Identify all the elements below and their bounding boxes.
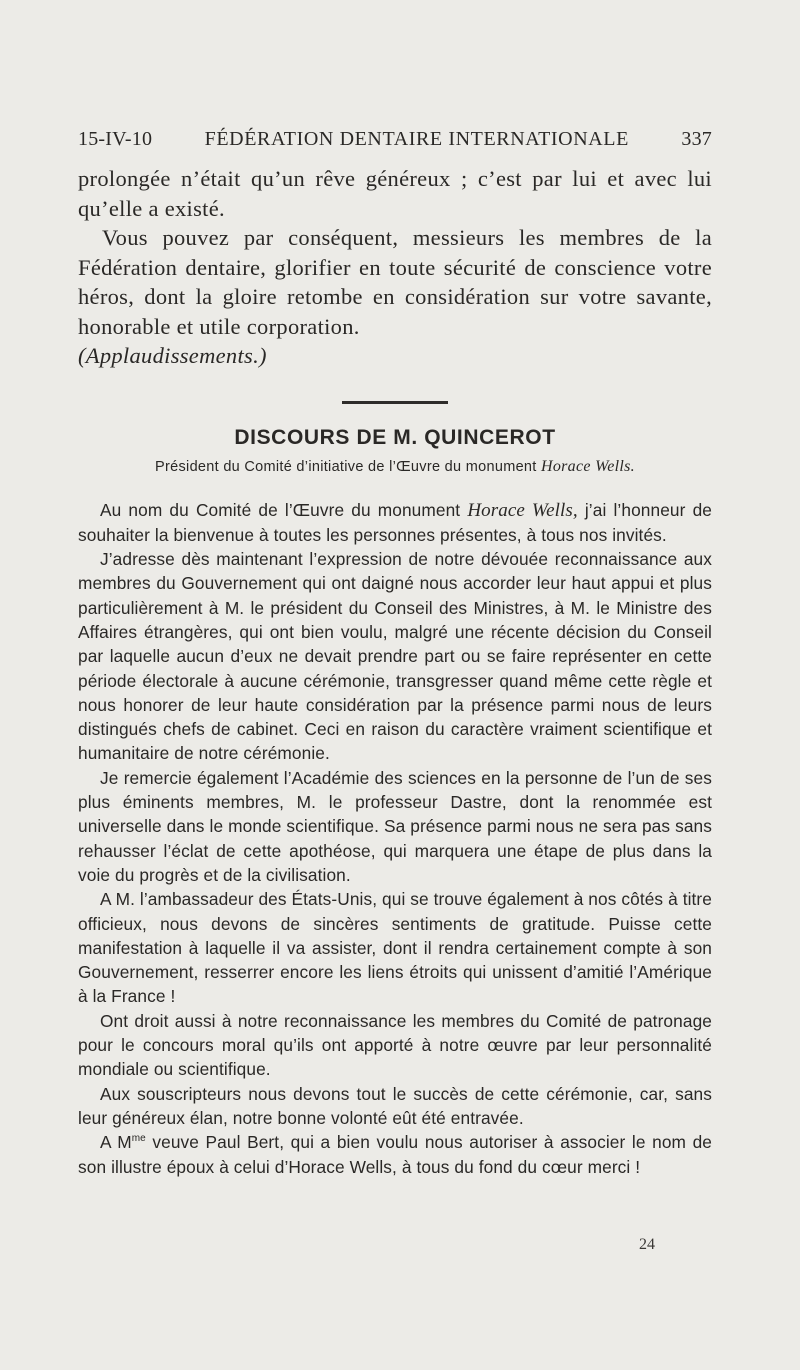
- speech-paragraph-text: A M: [100, 1132, 132, 1153]
- speech-subtitle: [78, 458, 712, 476]
- running-head-title: FÉDÉRATION DENTAIRE INTERNATIONALE: [204, 128, 629, 150]
- previous-speech-paragraph: prolongée n’était qu’un rêve généreux ; c’est par lui et avec lui qu’elle a existé.: [78, 166, 712, 221]
- superscript-abbreviation: me: [131, 1133, 146, 1145]
- section-divider: [342, 401, 448, 404]
- speech-paragraph: Je remercie également l’Académie des sciences en la personne de l’un de ses plus éminents membres, M. le professeur Dastre, dont la renommée est universelle dans le monde scientifique. Sa présence parmi nous ne sera pas sans rehausser l’éclat de cette apothéose, qui marquera une étape de plus dans la voie du progrès et de la civilisation.: [78, 767, 712, 885]
- document-page: [78, 128, 712, 1179]
- previous-speech-ending: [78, 164, 712, 371]
- speech-paragraph-italic: Horace Wells,: [467, 499, 578, 521]
- speech-paragraph: A M. l’ambassadeur des États-Unis, qui se trouve également à nos côtés à titre officieux, nous devons de sincères sentiments de gratitude. Puisse cette manifestation à laquelle il va assister, dont il rendra certainement compte à son Gouvernement, resserrer encore les liens étroits qui unissent d’amitié l’Amérique à la France !: [78, 889, 712, 1007]
- speech-paragraph: [78, 498, 712, 548]
- speech-paragraph: Ont droit aussi à notre reconnaissance les membres du Comité de patronage pour le concours moral qu’ils ont apporté à notre œuvre par leur personnalité mondiale ou scientifique.: [78, 1010, 712, 1080]
- speech-paragraph: J’adresse dès maintenant l’expression de notre dévouée reconnaissance aux membres du Gouvernement qui ont daigné nous accorder leur haut appui et plus particulièrement à M. le président du Conseil des Ministres, à M. le Ministre des Affaires étrangères, qui ont bien voulu, malgré une récente décision du Conseil par laquelle aucun d’eux ne devait prendre part ou se faire représenter en cette période électorale à aucune cérémonie, transgresser quand même cette règle et nous honorer de leur haute considération par la présence parmi nous de leurs distingués chefs de cabinet. Ceci en raison du caractère vraiment scientifique et humanitaire de notre cérémonie.: [78, 549, 712, 764]
- speech-title: DISCOURS DE M. QUINCEROT: [234, 425, 556, 449]
- speech-body: [78, 498, 712, 1179]
- previous-speech-paragraph: Vous pouvez par conséquent, messieurs les membres de la Fédération dentaire, glorifier en toute sécurité de conscience votre héros, dont la gloire retombe en considération sur votre savante, honorable et utile corporation.: [78, 225, 712, 339]
- signature-mark: 24: [639, 1236, 655, 1253]
- page-number: 337: [681, 128, 712, 150]
- running-head: [78, 128, 712, 158]
- speech-subtitle-italic: Horace Wells.: [540, 457, 635, 475]
- speech-paragraph: [78, 1130, 712, 1179]
- speech-paragraph-text: Au nom du Comité de l’Œuvre du monument: [100, 499, 461, 520]
- speech-paragraph-text: j’ai l’honneur de souhaiter la bienvenue à toutes les personnes présentes, à tous nos invités.: [78, 499, 712, 545]
- speech-paragraph-text: veuve Paul Bert, qui a bien voulu nous autoriser à associer le nom de son illustre époux à celui d’Horace Wells, à tous du fond du cœur merci !: [78, 1132, 712, 1177]
- speech-paragraph: Aux souscripteurs nous devons tout le succès de cette cérémonie, car, sans leur généreux élan, notre bonne volonté eût été entravée.: [78, 1083, 712, 1128]
- applause-note: (Applaudissements.): [78, 343, 267, 368]
- running-head-date: 15-IV-10: [78, 128, 153, 150]
- speech-subtitle-text: Président du Comité d’initiative de l’Œuvre du monument: [155, 458, 537, 475]
